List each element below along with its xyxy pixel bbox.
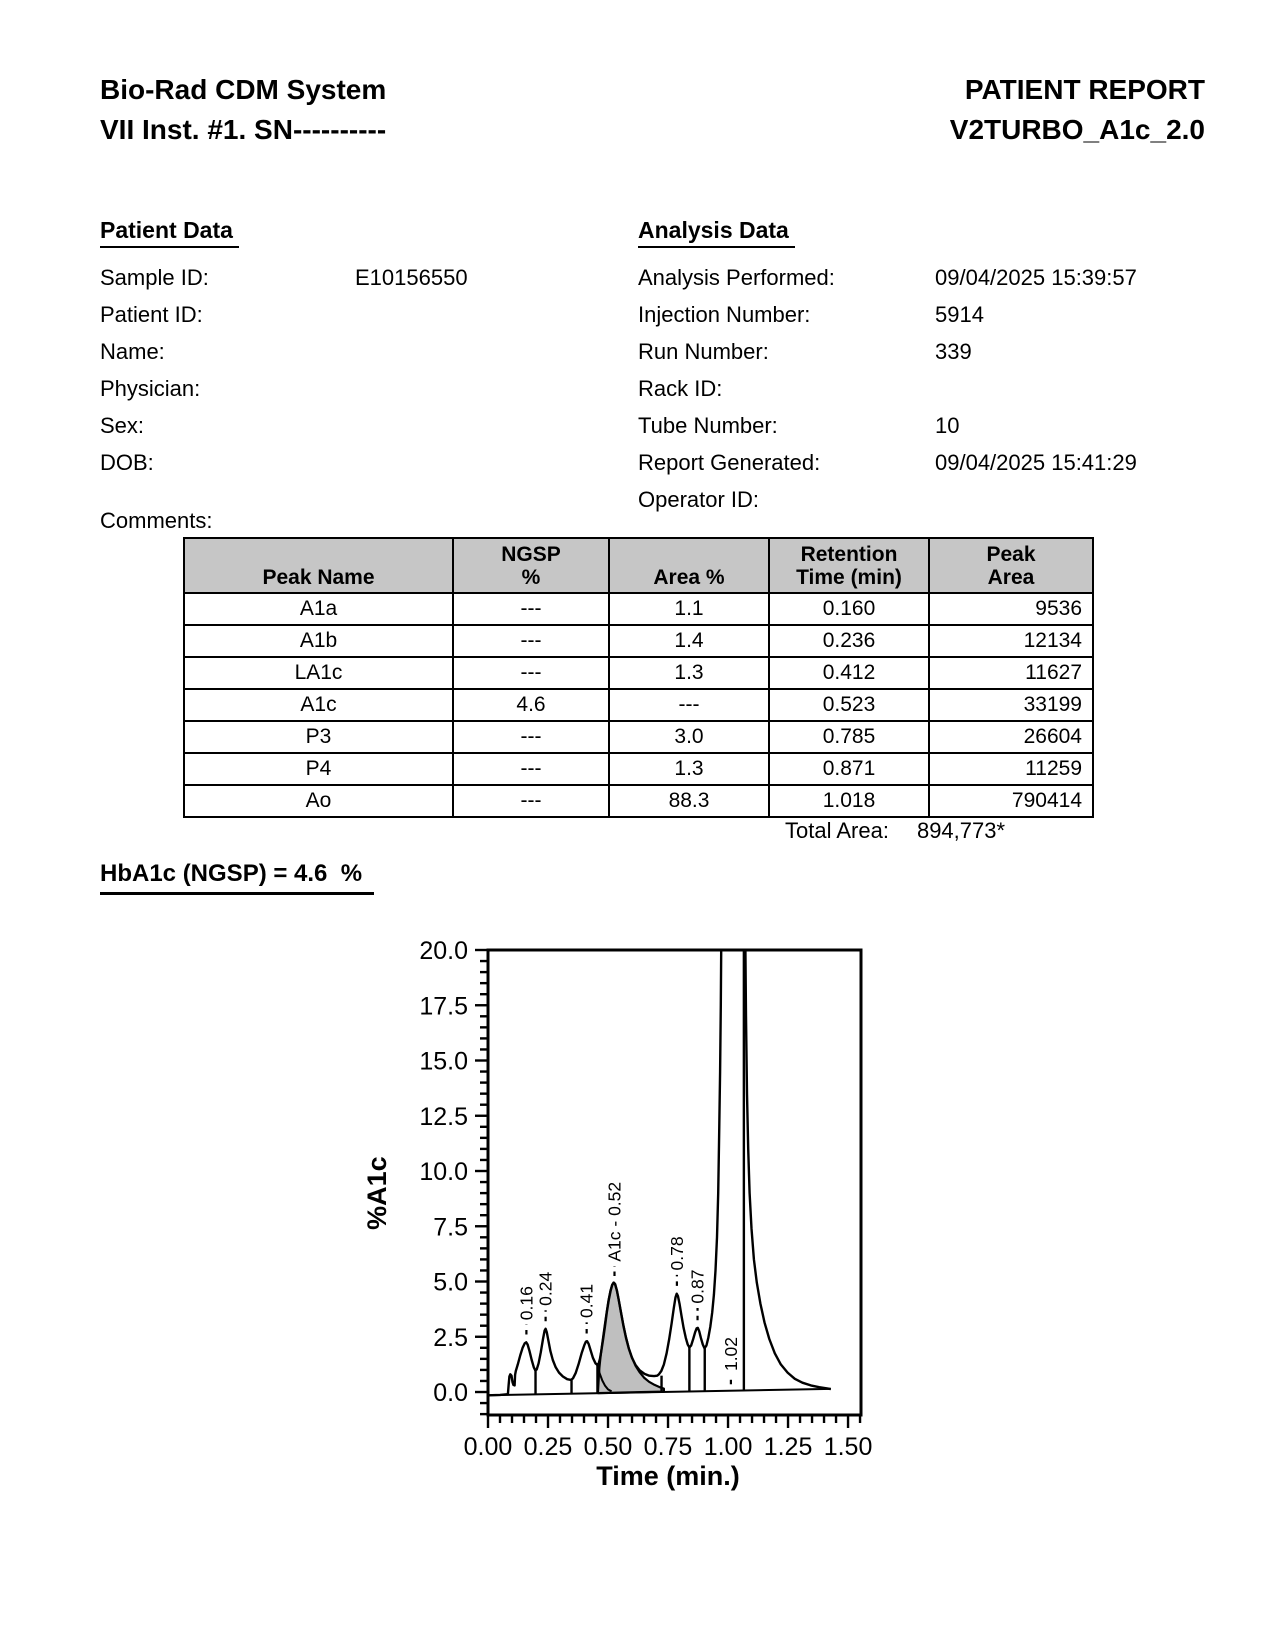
peak-cell: 0.160 (769, 593, 929, 625)
svg-text:0.0: 0.0 (433, 1379, 468, 1408)
field-label: Analysis Performed: (638, 265, 835, 290)
analysis-field-rack-id (638, 370, 1178, 407)
table-row-a1b (184, 625, 1093, 657)
peak-cell: 11259 (929, 753, 1093, 785)
svg-text:0.78: 0.78 (666, 1236, 687, 1271)
col-header-peak-area: Peak Area (929, 538, 1093, 593)
peak-cell: P3 (184, 721, 453, 753)
peak-cell: 1.3 (609, 657, 769, 689)
field-label: Operator ID: (638, 487, 760, 512)
x-axis-title: Time (min.) (596, 1461, 740, 1491)
field-label: Sample ID: (100, 265, 209, 290)
peak-cell: 9536 (929, 593, 1093, 625)
peak-cell: P4 (184, 753, 453, 785)
patient-field-sex (100, 407, 620, 444)
peak-cell: 0.236 (769, 625, 929, 657)
peak-cell: --- (609, 689, 769, 721)
patient-field-name (100, 333, 620, 370)
col-header-ngsp: NGSP % (453, 538, 609, 593)
svg-text:0.25: 0.25 (523, 1433, 573, 1461)
svg-text:1.00: 1.00 (703, 1433, 753, 1461)
method-version: V2TURBO_A1c_2.0 (949, 114, 1205, 145)
analysis-data-title: Analysis Data (638, 217, 795, 248)
peak-cell: 3.0 (609, 721, 769, 753)
field-label: Run Number: (638, 339, 769, 364)
svg-text:0.00: 0.00 (463, 1433, 513, 1461)
field-value: 09/04/2025 15:39:57 (935, 265, 1137, 290)
svg-text:0.75: 0.75 (643, 1433, 693, 1461)
envelope-curve (488, 937, 721, 1396)
peak-table-header-row (184, 538, 1093, 593)
analysis-field-report-generated (638, 444, 1178, 481)
table-row-a1a (184, 593, 1093, 625)
svg-text:7.5: 7.5 (433, 1213, 468, 1242)
total-area-label: Total Area: (785, 818, 889, 843)
peak-table (183, 537, 1094, 818)
peak-cell: 88.3 (609, 785, 769, 817)
total-area-value: 894,773* (916, 818, 1006, 843)
col-header-peak-name: Peak Name (184, 538, 453, 593)
analysis-field-performed (638, 259, 1178, 296)
field-value: E10156550 (355, 265, 468, 290)
analysis-field-tube-number (638, 407, 1178, 444)
peak-cell: A1a (184, 593, 453, 625)
patient-field-sample-id (100, 259, 620, 296)
peak-cell: 33199 (929, 689, 1093, 721)
peak-cell: A1b (184, 625, 453, 657)
field-value: 09/04/2025 15:41:29 (935, 450, 1137, 475)
field-label: Name: (100, 339, 165, 364)
field-label: DOB: (100, 450, 154, 475)
svg-text:5.0: 5.0 (433, 1268, 468, 1297)
report-header-left (100, 70, 386, 150)
peak-cell: 0.871 (769, 753, 929, 785)
peak-cell: 26604 (929, 721, 1093, 753)
peak-cell: 1.018 (769, 785, 929, 817)
table-row-p4 (184, 753, 1093, 785)
x-axis-ticks (488, 1415, 860, 1428)
field-label: Report Generated: (638, 450, 821, 475)
analysis-field-operator-id (638, 481, 1178, 518)
svg-text:20.0: 20.0 (419, 937, 468, 965)
y-axis-title: %A1c (362, 1156, 392, 1230)
patient-field-physician (100, 370, 620, 407)
report-header-right (950, 70, 1205, 150)
peak-cell: --- (453, 593, 609, 625)
drop-lines (536, 937, 744, 1395)
chromatogram-svg (360, 880, 920, 1540)
hba1c-result-line: HbA1c (NGSP) = 4.6 % (100, 860, 374, 895)
table-row-la1c (184, 657, 1093, 689)
peak-cell: --- (453, 657, 609, 689)
svg-text:12.5: 12.5 (419, 1102, 468, 1131)
svg-text:A1c - 0.52: A1c - 0.52 (604, 1181, 625, 1262)
peak-cell: 1.3 (609, 753, 769, 785)
patient-data-title: Patient Data (100, 217, 239, 248)
peak-cell: 0.412 (769, 657, 929, 689)
peak-cell: 790414 (929, 785, 1093, 817)
peak-cell: 1.4 (609, 625, 769, 657)
x-axis-labels (464, 1433, 873, 1461)
svg-text:0.87: 0.87 (687, 1269, 708, 1304)
peak-cell: --- (453, 625, 609, 657)
svg-text:17.5: 17.5 (419, 992, 468, 1021)
report-type-title: PATIENT REPORT (964, 74, 1205, 105)
svg-text:10.0: 10.0 (419, 1158, 468, 1187)
field-value: 5914 (935, 302, 984, 327)
field-label: Rack ID: (638, 376, 723, 401)
peak-cell: --- (453, 785, 609, 817)
system-title: Bio-Rad CDM System (100, 74, 387, 105)
field-label: Sex: (100, 413, 145, 438)
patient-field-dob (100, 444, 620, 481)
analysis-data-section (638, 217, 1178, 518)
svg-text:1.50: 1.50 (823, 1433, 873, 1461)
svg-text:1.25: 1.25 (763, 1433, 813, 1461)
peak-cell: LA1c (184, 657, 453, 689)
table-row-ao (184, 785, 1093, 817)
chromatogram-chart (360, 880, 920, 1540)
peak-cell: 0.785 (769, 721, 929, 753)
svg-text:1.02: 1.02 (720, 1336, 741, 1372)
ao-descent-curve (745, 937, 831, 1389)
field-value: 10 (935, 413, 960, 438)
field-label: Tube Number: (638, 413, 778, 438)
table-row-a1c (184, 689, 1093, 721)
field-value: 339 (935, 339, 972, 364)
field-label: Patient ID: (100, 302, 203, 327)
col-header-area-pct: Area % (609, 538, 769, 593)
peak-cell: 4.6 (453, 689, 609, 721)
total-area-row (785, 818, 1005, 844)
analysis-field-injection-number (638, 296, 1178, 333)
y-axis-ticks (475, 950, 488, 1414)
peak-cell: 0.523 (769, 689, 929, 721)
plot-frame (488, 950, 861, 1415)
svg-text:15.0: 15.0 (419, 1047, 468, 1076)
svg-text:0.16: 0.16 (516, 1286, 537, 1321)
table-row-p3 (184, 721, 1093, 753)
svg-text:0.41: 0.41 (576, 1283, 597, 1318)
peak-cell: Ao (184, 785, 453, 817)
field-label: Physician: (100, 376, 201, 401)
analysis-field-run-number (638, 333, 1178, 370)
y-axis-labels (419, 937, 468, 1407)
peak-cell: 11627 (929, 657, 1093, 689)
svg-text:2.5: 2.5 (433, 1323, 468, 1352)
patient-field-patient-id (100, 296, 620, 333)
curves (488, 937, 831, 1396)
peak-cell: 12134 (929, 625, 1093, 657)
peak-cell: 1.1 (609, 593, 769, 625)
instrument-line: VII Inst. #1. SN---------- (100, 114, 387, 145)
peak-cell: A1c (184, 689, 453, 721)
svg-text:0.24: 0.24 (535, 1271, 556, 1306)
svg-text:0.50: 0.50 (583, 1433, 633, 1461)
peak-cell: --- (453, 753, 609, 785)
patient-data-section (100, 217, 620, 539)
comments-label: Comments: (100, 508, 213, 533)
field-label: Injection Number: (638, 302, 811, 327)
col-header-retention: Retention Time (min) (769, 538, 929, 593)
peak-cell: --- (453, 721, 609, 753)
